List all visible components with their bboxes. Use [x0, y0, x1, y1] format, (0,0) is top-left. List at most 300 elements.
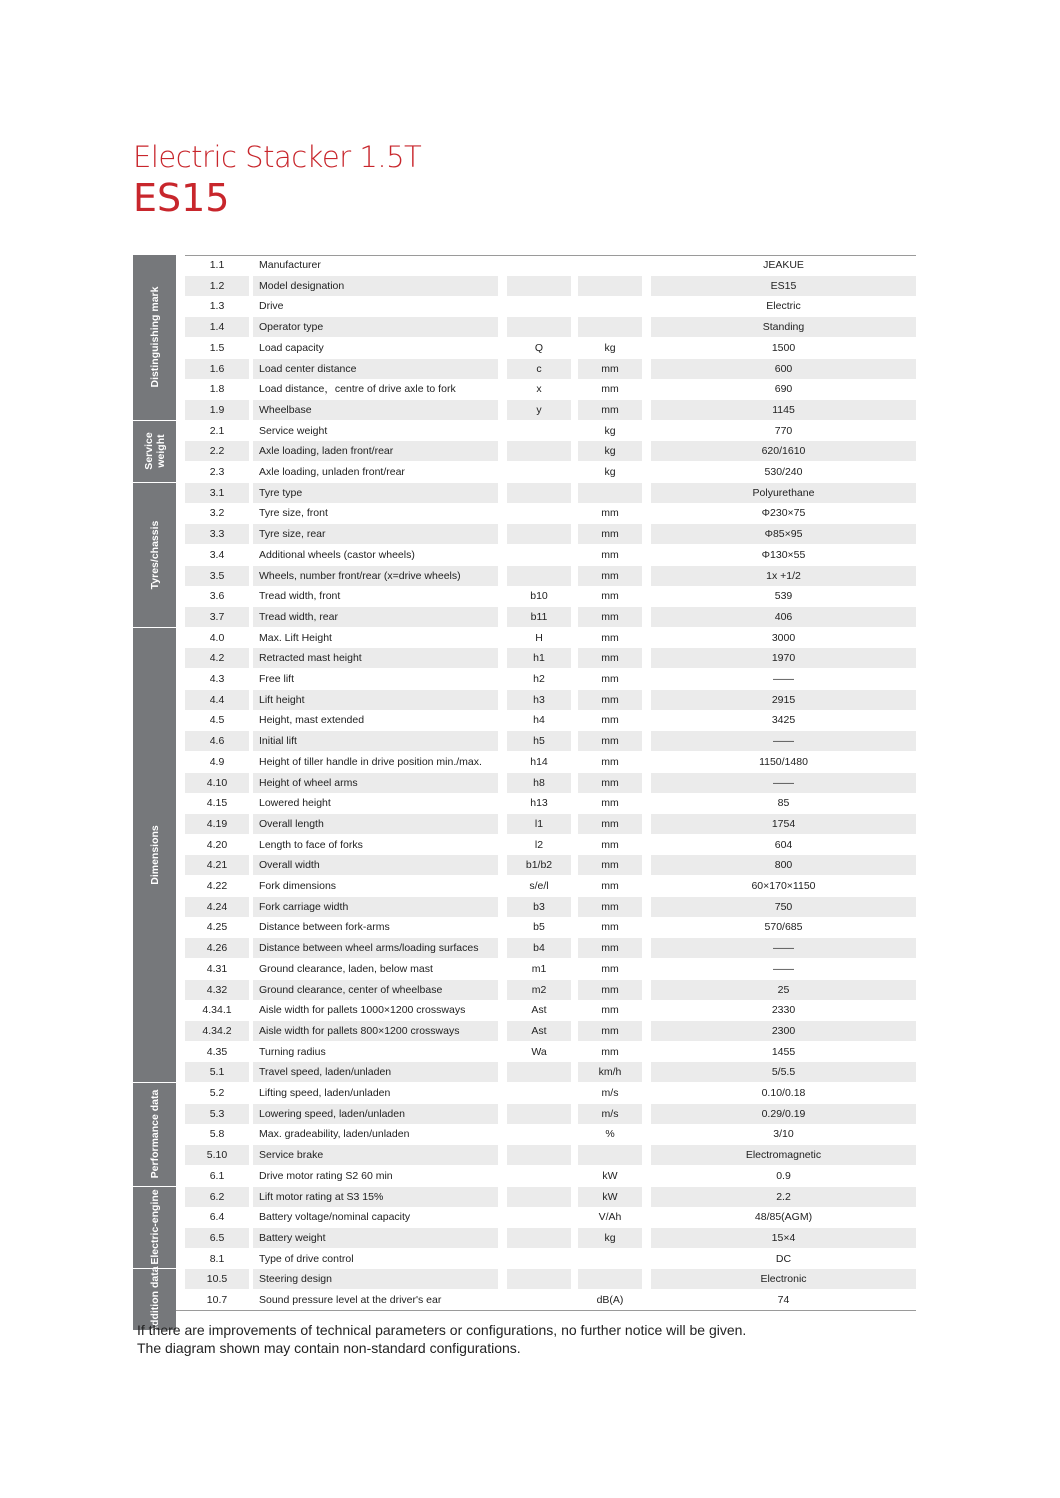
item-number: 4.25 [206, 921, 228, 934]
parameter-name: Max. gradeability, laden/unladen [259, 1128, 410, 1141]
product-subtitle: Electric Stacker 1.5T [133, 140, 422, 174]
parameter-name: Tyre size, front [259, 507, 328, 520]
table-row [185, 276, 916, 297]
table-row [185, 379, 916, 400]
table-row [185, 669, 916, 690]
parameter-name: Overall length [253, 814, 498, 834]
parameter-name: Axle loading, unladen front/rear [259, 466, 405, 478]
parameter-name: Load center distance [253, 359, 498, 379]
parameter-unit: mm [578, 400, 642, 420]
parameter-name: Distance between fork-arms [259, 921, 390, 934]
parameter-symbol [507, 1166, 571, 1186]
parameter-unit: kg [578, 441, 642, 461]
parameter-unit: mm [601, 1004, 619, 1017]
parameter-symbol: y [507, 400, 571, 420]
parameter-name: Tyre type [253, 483, 498, 503]
item-number: 3.6 [209, 590, 225, 603]
item-number: 4.32 [185, 980, 249, 1000]
parameter-unit: mm [601, 507, 619, 520]
parameter-unit: mm [578, 980, 642, 1000]
parameter-symbol: Q [534, 341, 544, 354]
parameter-symbol [507, 483, 571, 503]
section-label-text: Performance data [148, 1089, 161, 1179]
parameter-symbol: b3 [507, 897, 571, 917]
parameter-unit: mm [578, 814, 642, 834]
item-number: 4.19 [185, 814, 249, 834]
note-line: The diagram shown may contain non-standard configurations. [137, 1339, 521, 1356]
parameter-symbol [507, 1249, 571, 1269]
parameter-value: 570/685 [764, 921, 803, 934]
parameter-name: Height of wheel arms [253, 773, 498, 793]
parameter-unit: mm [578, 938, 642, 958]
parameter-value: 2300 [651, 1021, 916, 1041]
table-row [185, 545, 916, 566]
parameter-value: Electromagnetic [651, 1145, 916, 1165]
parameter-unit: mm [578, 359, 642, 379]
parameter-name: Lifting speed, laden/unladen [259, 1087, 391, 1099]
parameter-symbol [507, 1124, 571, 1144]
parameter-name: Travel speed, laden/unladen [253, 1062, 498, 1082]
parameter-name: Battery weight [253, 1228, 498, 1248]
parameter-name: Initial lift [253, 731, 498, 751]
item-number: 4.35 [206, 1045, 228, 1058]
parameter-value: 85 [777, 797, 790, 810]
table-row [185, 628, 916, 649]
item-number: 1.8 [209, 383, 225, 396]
parameter-name: Ground clearance, center of wheelbase [253, 980, 498, 1000]
table-row [185, 917, 916, 938]
item-number: 1.2 [185, 276, 249, 296]
parameter-symbol [507, 1187, 571, 1207]
parameter-unit [578, 1145, 642, 1165]
parameter-name: Fork dimensions [259, 880, 337, 892]
parameter-symbol: h14 [530, 755, 548, 768]
table-row [185, 1166, 916, 1187]
parameter-value: 3/10 [773, 1128, 794, 1141]
parameter-symbol: b1/b2 [507, 855, 571, 875]
parameter-unit: mm [578, 855, 642, 875]
parameter-unit: mm [578, 607, 642, 627]
parameter-name: Fork carriage width [253, 897, 498, 917]
item-number: 6.5 [185, 1228, 249, 1248]
table-row [185, 731, 916, 752]
table-row [185, 855, 916, 876]
parameter-symbol [507, 1269, 571, 1289]
item-number: 4.10 [185, 773, 249, 793]
parameter-name: Additional wheels (castor wheels) [259, 548, 415, 561]
table-row [185, 338, 916, 359]
parameter-unit: mm [601, 631, 619, 644]
parameter-value: 0.9 [776, 1169, 791, 1182]
item-number: 4.2 [185, 648, 249, 668]
table-row [185, 421, 916, 442]
table-row [185, 793, 916, 814]
parameter-symbol: b5 [533, 921, 545, 934]
parameter-unit: mm [578, 690, 642, 710]
item-number: 5.3 [185, 1104, 249, 1124]
parameter-name: Load capacity [259, 341, 324, 354]
parameter-symbol: b4 [507, 938, 571, 958]
parameter-value: —— [773, 673, 794, 685]
parameter-value: 604 [774, 838, 793, 851]
item-number: 4.24 [185, 897, 249, 917]
item-number: 1.1 [209, 259, 225, 271]
parameter-value: 530/240 [764, 466, 803, 478]
parameter-name: Max. Lift Height [259, 631, 332, 644]
parameter-unit: dB(A) [596, 1294, 624, 1306]
parameter-unit [578, 255, 642, 275]
item-number: 4.15 [206, 797, 228, 810]
section-label-text: Dimensions [148, 825, 161, 885]
table-row [185, 1269, 916, 1290]
item-number: 1.4 [185, 317, 249, 337]
parameter-value: —— [651, 938, 916, 958]
table-row [185, 814, 916, 835]
item-number: 1.5 [209, 341, 225, 354]
table-row [185, 1104, 916, 1125]
table-row [185, 959, 916, 980]
parameter-symbol: h1 [507, 648, 571, 668]
parameter-unit: m/s [578, 1104, 642, 1124]
item-number: 1.9 [185, 400, 249, 420]
parameter-name: Height of tiller handle in drive position min./max. [259, 755, 482, 768]
table-row [185, 752, 916, 773]
parameter-unit: mm [601, 1045, 619, 1058]
parameter-name: Lowering speed, laden/unladen [253, 1104, 498, 1124]
item-number: 2.3 [209, 466, 225, 478]
parameter-symbol: h13 [530, 797, 548, 810]
item-number: 4.26 [185, 938, 249, 958]
table-row [185, 255, 916, 276]
parameter-name: Sound pressure level at the driver's ear [259, 1294, 442, 1306]
table-row [185, 980, 916, 1001]
table-row [185, 938, 916, 959]
item-number: 5.2 [209, 1087, 225, 1099]
parameter-unit [578, 1269, 642, 1289]
parameter-symbol: x [536, 383, 542, 396]
table-row [185, 441, 916, 462]
table-row [185, 400, 916, 421]
section-label [133, 483, 176, 628]
parameter-symbol: m1 [531, 962, 547, 975]
item-number: 4.0 [209, 631, 225, 644]
parameter-symbol [507, 255, 571, 275]
parameter-value: JEAKUE [763, 259, 804, 271]
parameter-name: Wheelbase [253, 400, 498, 420]
parameter-value: 750 [651, 897, 916, 917]
parameter-symbol: h5 [507, 731, 571, 751]
parameter-name: Lift height [253, 690, 498, 710]
parameter-value: —— [651, 731, 916, 751]
parameter-name: Lowered height [259, 797, 331, 810]
item-number: 3.3 [185, 524, 249, 544]
table-row [185, 566, 916, 587]
parameter-name: Length to face of forks [259, 838, 363, 851]
parameter-value: 1970 [651, 648, 916, 668]
parameter-symbol [507, 545, 571, 565]
parameter-unit: kW [602, 1169, 618, 1182]
parameter-symbol [507, 462, 571, 482]
item-number: 4.21 [185, 855, 249, 875]
parameter-value: 0.10/0.18 [761, 1087, 806, 1099]
parameter-unit: mm [601, 673, 619, 685]
item-number: 2.2 [185, 441, 249, 461]
parameter-name: Model designation [253, 276, 498, 296]
parameter-unit: m/s [601, 1087, 619, 1099]
table-row [185, 690, 916, 711]
table-row [185, 1062, 916, 1083]
parameter-unit: mm [601, 383, 619, 396]
parameter-value: DC [775, 1252, 792, 1265]
table-row [185, 1290, 916, 1311]
parameter-name: Ground clearance, laden, below mast [259, 962, 433, 975]
table-row [185, 1145, 916, 1166]
parameter-value: Electronic [651, 1269, 916, 1289]
parameter-name: Operator type [253, 317, 498, 337]
parameter-symbol [507, 1083, 571, 1103]
table-row [185, 586, 916, 607]
parameter-value: 2915 [651, 690, 916, 710]
parameter-name: Drive motor rating S2 60 min [259, 1169, 393, 1182]
section-label-text: Addition data [148, 1266, 161, 1334]
parameter-symbol [507, 524, 571, 544]
section-label [133, 1083, 176, 1187]
parameter-symbol [507, 1104, 571, 1124]
parameter-value: 0.29/0.19 [651, 1104, 916, 1124]
table-row [185, 607, 916, 628]
parameter-symbol [507, 1207, 571, 1227]
parameter-symbol: b11 [507, 607, 571, 627]
parameter-symbol [507, 1290, 571, 1310]
parameter-symbol: b10 [530, 590, 548, 603]
item-number: 6.4 [209, 1211, 225, 1224]
parameter-unit: mm [578, 773, 642, 793]
table-row [185, 1228, 916, 1249]
parameter-symbol [507, 441, 571, 461]
table-row [185, 483, 916, 504]
parameter-symbol: l1 [507, 814, 571, 834]
parameter-value: 2330 [771, 1004, 796, 1017]
parameter-unit [578, 1249, 642, 1269]
table-row [185, 710, 916, 731]
parameter-name: Wheels, number front/rear (x=drive wheels) [253, 566, 498, 586]
item-number: 3.7 [185, 607, 249, 627]
item-number: 4.5 [209, 714, 225, 727]
parameter-value: 620/1610 [651, 441, 916, 461]
parameter-symbol [507, 1145, 571, 1165]
parameter-symbol [507, 421, 571, 441]
section-label-text: Electric-engine [148, 1189, 161, 1266]
parameter-value: 1150/1480 [759, 755, 808, 768]
parameter-value: 25 [651, 980, 916, 1000]
parameter-name: Aisle width for pallets 1000×1200 crossways [259, 1004, 466, 1017]
product-model: ES15 [133, 176, 230, 220]
parameter-unit: mm [601, 921, 619, 934]
item-number: 5.1 [185, 1062, 249, 1082]
parameter-name: Battery voltage/nominal capacity [259, 1211, 411, 1224]
item-number: 10.5 [185, 1269, 249, 1289]
parameter-symbol: Ast [531, 1004, 547, 1017]
item-number: 4.34.1 [202, 1004, 232, 1017]
parameter-value: Standing [651, 317, 916, 337]
parameter-value: 3425 [771, 714, 796, 727]
table-row [185, 1187, 916, 1208]
item-number: 4.22 [206, 880, 228, 892]
parameter-unit [578, 296, 642, 316]
parameter-value: 690 [774, 383, 793, 396]
parameter-unit: mm [578, 566, 642, 586]
item-number: 4.4 [185, 690, 249, 710]
parameter-name: Type of drive control [259, 1252, 354, 1265]
parameter-value: Polyurethane [651, 483, 916, 503]
parameter-unit: mm [601, 714, 619, 727]
item-number: 3.4 [209, 548, 225, 561]
item-number: 10.7 [206, 1294, 228, 1306]
item-number: 1.6 [185, 359, 249, 379]
parameter-symbol [507, 276, 571, 296]
parameter-symbol: l2 [534, 838, 544, 851]
parameter-name: Axle loading, laden front/rear [253, 441, 498, 461]
parameter-name: Free lift [259, 673, 295, 685]
parameter-symbol: s/e/l [529, 880, 549, 892]
parameter-value: ES15 [651, 276, 916, 296]
table-row [185, 296, 916, 317]
parameter-unit: mm [578, 731, 642, 751]
parameter-name: Service weight [259, 424, 328, 437]
parameter-name: Drive [259, 300, 284, 313]
parameter-value: 1754 [651, 814, 916, 834]
item-number: 3.5 [185, 566, 249, 586]
parameter-unit: km/h [578, 1062, 642, 1082]
parameter-unit: mm [601, 797, 619, 810]
item-number: 4.9 [209, 755, 225, 768]
parameter-unit: mm [601, 590, 619, 603]
table-row [185, 1083, 916, 1104]
parameter-symbol [507, 503, 571, 523]
section-label-text: Distinguishing mark [148, 286, 161, 388]
item-number: 5.10 [185, 1145, 249, 1165]
parameter-unit: mm [578, 648, 642, 668]
item-number: 8.1 [209, 1252, 225, 1265]
parameter-unit: mm [601, 755, 619, 768]
parameter-value: 600 [651, 359, 916, 379]
item-number: 4.34.2 [185, 1021, 249, 1041]
item-number: 6.2 [185, 1187, 249, 1207]
parameter-unit [578, 483, 642, 503]
section-label [133, 421, 176, 483]
parameter-unit [578, 317, 642, 337]
parameter-unit: mm [578, 897, 642, 917]
table-row [185, 524, 916, 545]
table-row [185, 1249, 916, 1270]
parameter-unit [578, 276, 642, 296]
section-label-text: Service weight [142, 432, 167, 470]
parameter-name: Aisle width for pallets 800×1200 crossways [253, 1021, 498, 1041]
parameter-unit: mm [601, 548, 619, 561]
parameter-name: Manufacturer [259, 259, 321, 271]
parameter-unit: kg [578, 1228, 642, 1248]
parameter-unit: V/Ah [598, 1211, 622, 1224]
table-row [185, 503, 916, 524]
parameter-unit: mm [578, 524, 642, 544]
item-number: 3.1 [185, 483, 249, 503]
parameter-name: Retracted mast height [253, 648, 498, 668]
parameter-value: 60×170×1150 [751, 880, 816, 892]
table-row [185, 835, 916, 856]
parameter-value: —— [651, 773, 916, 793]
parameter-value: Φ130×55 [761, 548, 806, 561]
parameter-unit: mm [578, 1021, 642, 1041]
parameter-symbol: c [507, 359, 571, 379]
parameter-name: Height, mast extended [259, 714, 365, 727]
table-row [185, 462, 916, 483]
parameter-value: 1145 [651, 400, 916, 420]
item-number: 4.6 [185, 731, 249, 751]
parameter-symbol [507, 1062, 571, 1082]
parameter-symbol: H [535, 631, 543, 644]
item-number: 3.2 [209, 507, 225, 520]
parameter-value: 1x +1/2 [651, 566, 916, 586]
parameter-name: Steering design [253, 1269, 498, 1289]
parameter-value: 406 [651, 607, 916, 627]
parameter-symbol: h3 [507, 690, 571, 710]
section-label-text: Tyres/chassis [148, 520, 161, 589]
parameter-value: —— [773, 962, 794, 975]
parameter-value: 2.2 [651, 1187, 916, 1207]
parameter-unit: mm [601, 838, 619, 851]
parameter-symbol: h2 [533, 673, 545, 685]
table-row [185, 1124, 916, 1145]
section-label [133, 628, 176, 1083]
parameter-unit: kg [604, 466, 616, 478]
item-number: 5.8 [209, 1128, 225, 1141]
parameter-value: 15×4 [651, 1228, 916, 1248]
item-number: 6.1 [209, 1169, 225, 1182]
parameter-unit: mm [601, 880, 619, 892]
parameter-value: 800 [651, 855, 916, 875]
parameter-name: Turning radius [259, 1045, 326, 1058]
parameter-symbol [507, 1228, 571, 1248]
parameter-value: Φ230×75 [761, 507, 806, 520]
parameter-name: Load distance，centre of drive axle to fork [259, 383, 456, 396]
parameter-symbol [507, 317, 571, 337]
item-number: 1.3 [209, 300, 225, 313]
table-row [185, 1021, 916, 1042]
parameter-unit: kW [578, 1187, 642, 1207]
table-row [185, 876, 916, 897]
parameter-symbol: h8 [507, 773, 571, 793]
parameter-value: 770 [774, 424, 793, 437]
parameter-unit: kg [604, 424, 616, 437]
section-label [133, 255, 176, 421]
parameter-value: Electric [766, 300, 801, 313]
parameter-name: Overall width [253, 855, 498, 875]
parameter-symbol [507, 566, 571, 586]
parameter-value: 48/85(AGM) [754, 1211, 813, 1224]
parameter-name: Tread width, rear [253, 607, 498, 627]
table-row [185, 648, 916, 669]
table-row [185, 773, 916, 794]
parameter-symbol: h4 [533, 714, 545, 727]
parameter-value: 1455 [771, 1045, 796, 1058]
parameter-value: 3000 [771, 631, 796, 644]
parameter-value: 1500 [771, 341, 796, 354]
parameter-unit: mm [601, 962, 619, 975]
table-row [185, 1042, 916, 1063]
parameter-unit: kg [604, 341, 616, 354]
parameter-symbol [507, 296, 571, 316]
parameter-unit: % [605, 1128, 615, 1141]
